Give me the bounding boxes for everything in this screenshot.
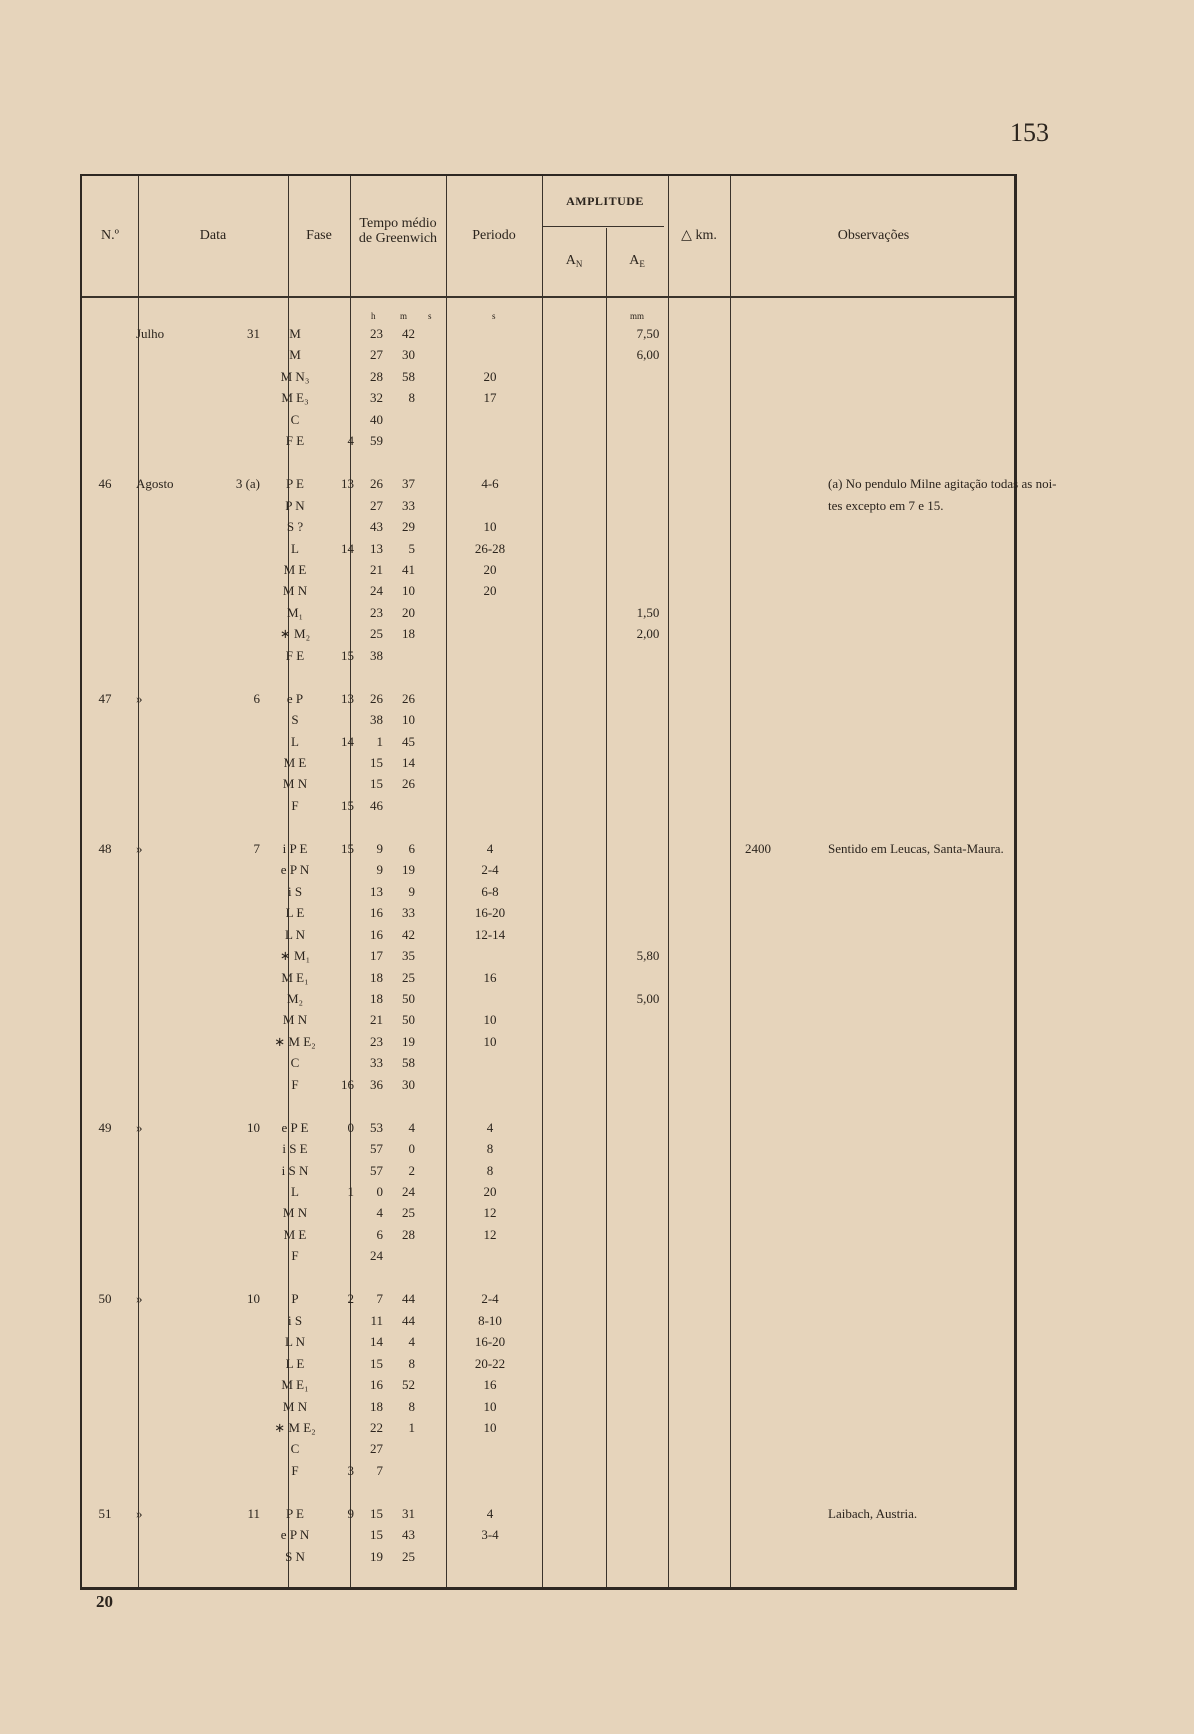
period: 16-20 — [474, 1334, 506, 1350]
time-minutes: 27 — [370, 347, 383, 363]
phase: S ? — [286, 519, 304, 535]
amplitude-e: 5,00 — [636, 990, 660, 1006]
period: 10 — [483, 1419, 497, 1435]
time-minutes: 24 — [370, 1248, 383, 1264]
period: 20 — [483, 368, 497, 384]
time-minutes: 27 — [370, 1441, 383, 1457]
phase: F — [291, 1248, 299, 1264]
phase: F E — [285, 647, 305, 663]
date-month: » — [136, 1291, 143, 1307]
period: 3-4 — [481, 1527, 499, 1543]
divider — [82, 296, 1014, 298]
header-distance: △ km. — [681, 228, 717, 243]
divider — [606, 228, 607, 1587]
time-minutes: 15 — [370, 1527, 383, 1543]
phase: i S N — [281, 1162, 309, 1178]
unit-hours: h — [371, 311, 376, 321]
time-minutes: 7 — [376, 1291, 383, 1307]
time-minutes: 1 — [376, 733, 383, 749]
time-seconds: 44 — [402, 1312, 415, 1328]
time-seconds: 26 — [402, 776, 415, 792]
date-day: 3 (a) — [235, 476, 260, 492]
header-date: Data — [199, 228, 227, 243]
time-minutes: 23 — [370, 326, 383, 341]
footer-number: 20 — [96, 1592, 113, 1611]
date-month: » — [136, 1505, 143, 1521]
period: 10 — [483, 1012, 497, 1028]
phase: L E — [285, 1355, 305, 1371]
phase: i P E — [282, 840, 308, 856]
time-seconds: 42 — [402, 326, 415, 341]
time-seconds: 28 — [402, 1226, 415, 1242]
divider — [138, 176, 139, 1587]
observation: Sentido em Leucas, Santa-Maura. — [828, 840, 1004, 856]
time-seconds: 10 — [402, 712, 415, 728]
time-minutes: 26 — [370, 476, 383, 492]
time-seconds: 26 — [402, 690, 415, 706]
header-amplitude: AMPLITUDE — [566, 194, 644, 208]
time-minutes: 59 — [370, 433, 383, 449]
time-minutes: 19 — [370, 1548, 383, 1564]
time-seconds: 9 — [408, 883, 415, 899]
time-seconds: 2 — [408, 1162, 415, 1178]
unit-minutes: m — [400, 311, 408, 321]
phase: ∗ M₁ — [279, 948, 311, 964]
entry-number: 47 — [98, 690, 112, 706]
amplitude-e-subscript: E — [639, 259, 645, 269]
time-minutes: 26 — [370, 690, 383, 706]
date-month: Julho — [136, 326, 165, 341]
time-seconds: 30 — [402, 1076, 415, 1092]
amplitude-e: 2,00 — [636, 626, 660, 642]
time-seconds: 5 — [408, 540, 415, 556]
period: 2-4 — [481, 862, 499, 878]
time-hours: 14 — [341, 540, 354, 556]
distance-km: 2400 — [745, 840, 771, 856]
time-seconds: 24 — [402, 1184, 415, 1199]
phase: F — [291, 1462, 299, 1478]
time-seconds: 4 — [408, 1334, 415, 1350]
time-hours: 15 — [341, 647, 354, 663]
period: 16 — [483, 969, 497, 985]
phase: M — [289, 347, 301, 363]
date-day: 10 — [247, 1291, 260, 1307]
entry-number: 46 — [98, 476, 112, 492]
divider — [542, 176, 543, 1587]
period: 8 — [486, 1162, 494, 1178]
phase: i S — [287, 883, 303, 899]
time-hours: 9 — [347, 1505, 354, 1521]
phase: L — [291, 1184, 299, 1199]
time-seconds: 29 — [402, 519, 415, 535]
phase: M E₁ — [281, 969, 309, 985]
phase: M₁ — [286, 604, 304, 620]
time-minutes: 36 — [370, 1076, 383, 1092]
date-month: » — [136, 690, 143, 706]
time-minutes: 57 — [370, 1162, 383, 1178]
amplitude-e: 7,50 — [636, 326, 660, 341]
date-day: 7 — [253, 840, 260, 856]
period: 8 — [486, 1141, 494, 1157]
observation: tes excepto em 7 e 15. — [828, 497, 944, 513]
divider — [446, 176, 447, 1587]
time-hours: 13 — [341, 690, 354, 706]
time-minutes: 9 — [376, 862, 383, 878]
time-hours: 13 — [341, 476, 354, 492]
period: 26-28 — [474, 540, 506, 556]
time-minutes: 17 — [370, 948, 383, 964]
header-period: Periodo — [472, 228, 516, 243]
time-seconds: 50 — [402, 1012, 415, 1028]
time-seconds: 33 — [402, 497, 415, 513]
time-minutes: 11 — [370, 1312, 383, 1328]
phase: ∗ M₂ — [279, 626, 311, 642]
period: 4-6 — [481, 476, 499, 492]
phase: M E₃ — [281, 390, 309, 406]
date-month: » — [136, 840, 143, 856]
time-seconds: 25 — [402, 1205, 415, 1221]
time-minutes: 21 — [370, 1012, 383, 1028]
time-seconds: 58 — [402, 1055, 415, 1071]
period: 12-14 — [474, 926, 506, 942]
period: 2-4 — [481, 1291, 499, 1307]
time-seconds: 25 — [402, 1548, 415, 1564]
phase: M N — [282, 583, 308, 599]
phase: L N — [284, 1334, 306, 1350]
phase: M — [289, 326, 301, 341]
time-hours: 3 — [347, 1462, 354, 1478]
time-seconds: 37 — [402, 476, 415, 492]
time-seconds: 41 — [402, 561, 415, 577]
time-minutes: 4 — [376, 1205, 383, 1221]
period: 4 — [486, 1119, 494, 1135]
time-minutes: 33 — [370, 1055, 383, 1071]
phase: e P — [286, 690, 304, 706]
amplitude-n-letter: A — [565, 253, 576, 268]
unit-period: s — [492, 311, 496, 321]
divider — [668, 176, 669, 1587]
phase: M N — [282, 1205, 308, 1221]
time-seconds: 45 — [402, 733, 415, 749]
time-seconds: 31 — [402, 1505, 415, 1521]
time-minutes: 18 — [370, 1398, 383, 1414]
time-minutes: 23 — [370, 1033, 383, 1049]
time-seconds: 30 — [402, 347, 415, 363]
phase: C — [290, 411, 300, 427]
period: 10 — [483, 1033, 497, 1049]
phase: M N — [282, 1012, 308, 1028]
time-minutes: 40 — [370, 411, 383, 427]
divider — [288, 176, 289, 1587]
period: 20-22 — [474, 1355, 506, 1371]
time-minutes: 16 — [370, 926, 383, 942]
date-day: 10 — [247, 1119, 260, 1135]
phase: C — [290, 1441, 300, 1457]
phase: F — [291, 797, 299, 813]
amplitude-n-subscript: N — [575, 259, 583, 269]
time-minutes: 43 — [370, 519, 383, 535]
time-minutes: 46 — [370, 797, 383, 813]
time-seconds: 44 — [402, 1291, 415, 1307]
entry-number: 49 — [98, 1119, 112, 1135]
seismogram-table — [80, 174, 1057, 1590]
divider — [542, 226, 664, 227]
time-minutes: 15 — [370, 755, 383, 770]
phase: L — [291, 540, 299, 556]
phase: P E — [286, 476, 304, 492]
time-seconds: 10 — [402, 583, 415, 599]
header-amplitude-n — [542, 253, 606, 272]
time-seconds: 14 — [402, 755, 415, 770]
phase: S — [291, 712, 299, 728]
time-seconds: 33 — [402, 905, 415, 921]
time-hours: 14 — [341, 733, 354, 749]
time-minutes: 18 — [370, 990, 383, 1006]
time-seconds: 8 — [408, 390, 415, 406]
header-time: Tempo médio de Greenwich — [358, 216, 438, 246]
time-hours: 0 — [347, 1119, 354, 1135]
time-minutes: 14 — [370, 1334, 383, 1350]
time-seconds: 8 — [408, 1355, 415, 1371]
time-minutes: 23 — [370, 604, 383, 620]
period: 4 — [486, 840, 494, 856]
header-phase: Fase — [306, 228, 332, 243]
time-minutes: 18 — [370, 969, 383, 985]
phase: L E — [285, 905, 305, 921]
phase: M E₁ — [281, 1377, 309, 1393]
time-minutes: 13 — [370, 883, 383, 899]
unit-seconds: s — [428, 311, 432, 321]
header-amplitude-e — [606, 253, 668, 272]
observation: Laibach, Austria. — [828, 1505, 918, 1521]
time-seconds: 19 — [402, 1033, 415, 1049]
time-hours: 2 — [347, 1291, 354, 1307]
phase: F — [291, 1076, 299, 1092]
date-month: » — [136, 1119, 143, 1135]
time-seconds: 35 — [402, 948, 415, 964]
observation: (a) No pendulo Milne agitação todas as noi- — [828, 476, 1057, 492]
phase: e P E — [281, 1119, 309, 1135]
time-minutes: 16 — [370, 905, 383, 921]
phase: M₂ — [286, 990, 304, 1006]
date-day: 31 — [247, 326, 260, 341]
time-seconds: 20 — [402, 604, 415, 620]
divider — [730, 176, 731, 1587]
phase: F E — [285, 433, 305, 449]
date-day: 6 — [253, 690, 260, 706]
header-number: N.º — [101, 228, 119, 243]
time-minutes: 38 — [370, 712, 383, 728]
period: 20 — [483, 1184, 497, 1199]
entry-number: 50 — [98, 1291, 112, 1307]
phase: M E — [283, 561, 307, 577]
phase: L N — [284, 926, 306, 942]
time-seconds: 58 — [402, 368, 415, 384]
time-seconds: 1 — [408, 1419, 415, 1435]
time-minutes: 21 — [370, 561, 383, 577]
phase: C — [290, 1055, 300, 1071]
header-observations: Observações — [837, 228, 910, 243]
phase: i S E — [282, 1141, 308, 1157]
time-hours: 4 — [347, 433, 354, 449]
period: 12 — [483, 1205, 497, 1221]
time-minutes: 28 — [370, 368, 383, 384]
period: 10 — [483, 519, 497, 535]
time-minutes: 38 — [370, 647, 383, 663]
phase: P E — [286, 1505, 304, 1521]
time-minutes: 7 — [376, 1462, 383, 1478]
period: 8-10 — [478, 1312, 502, 1328]
time-seconds: 18 — [402, 626, 415, 642]
period: 20 — [483, 583, 497, 599]
time-seconds: 0 — [408, 1141, 415, 1157]
amplitude-e: 6,00 — [636, 347, 660, 363]
period: 10 — [483, 1398, 497, 1414]
phase: e P N — [280, 862, 310, 878]
time-minutes: 57 — [370, 1141, 383, 1157]
time-seconds: 19 — [402, 862, 415, 878]
phase: i S — [287, 1312, 303, 1328]
period: 16-20 — [474, 905, 506, 921]
period: 6-8 — [481, 883, 499, 899]
phase: M E — [283, 1226, 307, 1242]
time-minutes: 27 — [370, 497, 383, 513]
time-seconds: 52 — [402, 1377, 415, 1393]
time-seconds: 25 — [402, 969, 415, 985]
phase: L — [291, 733, 299, 749]
time-minutes: 9 — [376, 840, 383, 856]
period: 12 — [483, 1226, 497, 1242]
time-minutes: 15 — [370, 1355, 383, 1371]
phase: M N — [282, 776, 308, 792]
period: 4 — [486, 1505, 494, 1521]
time-minutes: 53 — [370, 1119, 383, 1135]
date-month: Agosto — [136, 476, 174, 492]
time-seconds: 43 — [402, 1527, 415, 1543]
entry-number: 48 — [98, 840, 112, 856]
period: 17 — [483, 390, 497, 406]
phase: S N — [285, 1548, 305, 1564]
time-seconds: 50 — [402, 990, 415, 1006]
phase: ∗ M E₂ — [274, 1419, 316, 1435]
divider — [350, 176, 351, 1587]
time-minutes: 32 — [370, 390, 383, 406]
time-minutes: 6 — [376, 1226, 383, 1242]
amplitude-e: 1,50 — [636, 604, 660, 620]
time-minutes: 22 — [370, 1419, 383, 1435]
time-minutes: 24 — [370, 583, 383, 599]
time-minutes: 15 — [370, 776, 383, 792]
phase: e P N — [280, 1527, 310, 1543]
phase: P — [291, 1291, 299, 1307]
time-minutes: 15 — [370, 1505, 383, 1521]
time-seconds: 42 — [402, 926, 415, 942]
time-hours: 16 — [341, 1076, 354, 1092]
period: 16 — [483, 1377, 497, 1393]
time-hours: 1 — [347, 1184, 354, 1199]
time-minutes: 16 — [370, 1377, 383, 1393]
period: 20 — [483, 561, 497, 577]
time-seconds: 8 — [408, 1398, 415, 1414]
time-seconds: 6 — [408, 840, 415, 856]
time-minutes: 25 — [370, 626, 383, 642]
phase: M N₃ — [280, 368, 310, 384]
time-minutes: 13 — [370, 540, 383, 556]
time-minutes: 0 — [376, 1184, 383, 1199]
phase: P N — [285, 497, 305, 513]
date-day: 11 — [247, 1505, 260, 1521]
phase: M N — [282, 1398, 308, 1414]
amplitude-e-letter: A — [629, 253, 640, 268]
unit-amplitude: mm — [630, 311, 645, 321]
entry-number: 51 — [98, 1505, 112, 1521]
time-hours: 15 — [341, 797, 354, 813]
amplitude-e: 5,80 — [636, 948, 660, 964]
time-hours: 15 — [341, 840, 354, 856]
phase: ∗ M E₂ — [274, 1033, 316, 1049]
phase: M E — [283, 755, 307, 770]
time-seconds: 4 — [408, 1119, 415, 1135]
page-number: 153 — [1010, 118, 1049, 147]
